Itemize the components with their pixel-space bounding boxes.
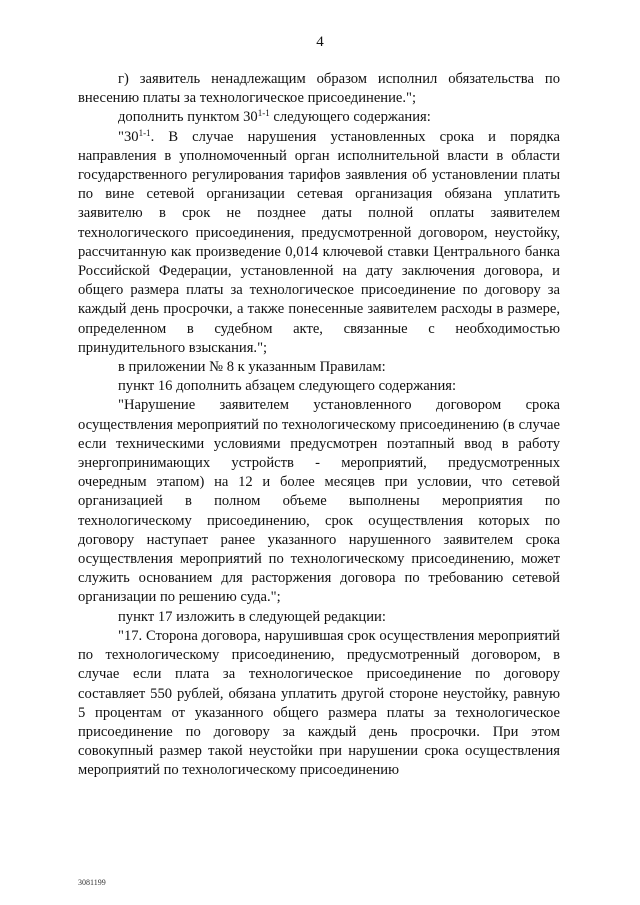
paragraph: в приложении № 8 к указанным Правилам: bbox=[118, 359, 386, 376]
document-body bbox=[78, 70, 560, 781]
document-code: 3081199 bbox=[78, 878, 106, 887]
paragraph: пункт 16 дополнить абзацем следующего содержания: bbox=[118, 378, 457, 395]
page-number: 4 bbox=[316, 34, 324, 50]
paragraph: "30$^{1-1}$. В случае нарушения установленных срока и порядка направления в уполномоченный орган исполнительной власти в области государственного регулирования тарифов заявления об установлении платы по вине сетевой организации сетевая организация обязана уплатить заявителю в срок не позднее даты полной оплаты заявителем технологического присоединения, предусмотренной договором, неустойку, рассчитанную как произведение 0,014 ключевой ставки Центрального банка Российской Федерации, установленной на дату заключения договора, и общего размера платы за технологическое присоединение по договору за каждый день просрочки, а также понесенные заявителем расходы в размере, определенном в судебном акте, связанные с необходимостью принудительного взыскания."; bbox=[78, 127, 560, 356]
paragraph: пункт 17 изложить в следующей редакции: bbox=[118, 608, 386, 625]
paragraph: дополнить пунктом 30$^{1-1}$ следующего содержания: bbox=[118, 108, 431, 126]
paragraph: "Нарушение заявителем установленного договором срока осуществления мероприятий по технологическому присоединению (в случае если техническими условиями предусмотрен поэтапный ввод в работу энергопринимающих устройств - мероприятий, предусмотренных очередным этапом) на 12 и более месяцев при условии, что сетевой организацией в полном объеме выполнены мероприятия по технологическому присоединению, срок осуществления которых по договору наступает ранее указанного нарушенного заявителем срока осуществления мероприятий по технологическому присоединению, может служить основанием для расторжения договора по требованию сетевой организации по решению суда."; bbox=[78, 397, 560, 606]
paragraph: г) заявитель ненадлежащим образом исполнил обязательства по внесению платы за технологическое присоединение."; bbox=[78, 71, 560, 107]
paragraph: "17. Сторона договора, нарушившая срок осуществления мероприятий по технологическому присоединению, предусмотренный договором, в случае если плата за технологическое присоединение по договору составляет 550 рублей, обязана уплатить другой стороне неустойку, равную 5 процентам от указанного общего размера платы за технологическое присоединение по договору за каждый день просрочки. При этом совокупный размер такой неустойки при нарушении срока осуществления мероприятий по технологическому присоединению bbox=[78, 627, 560, 779]
